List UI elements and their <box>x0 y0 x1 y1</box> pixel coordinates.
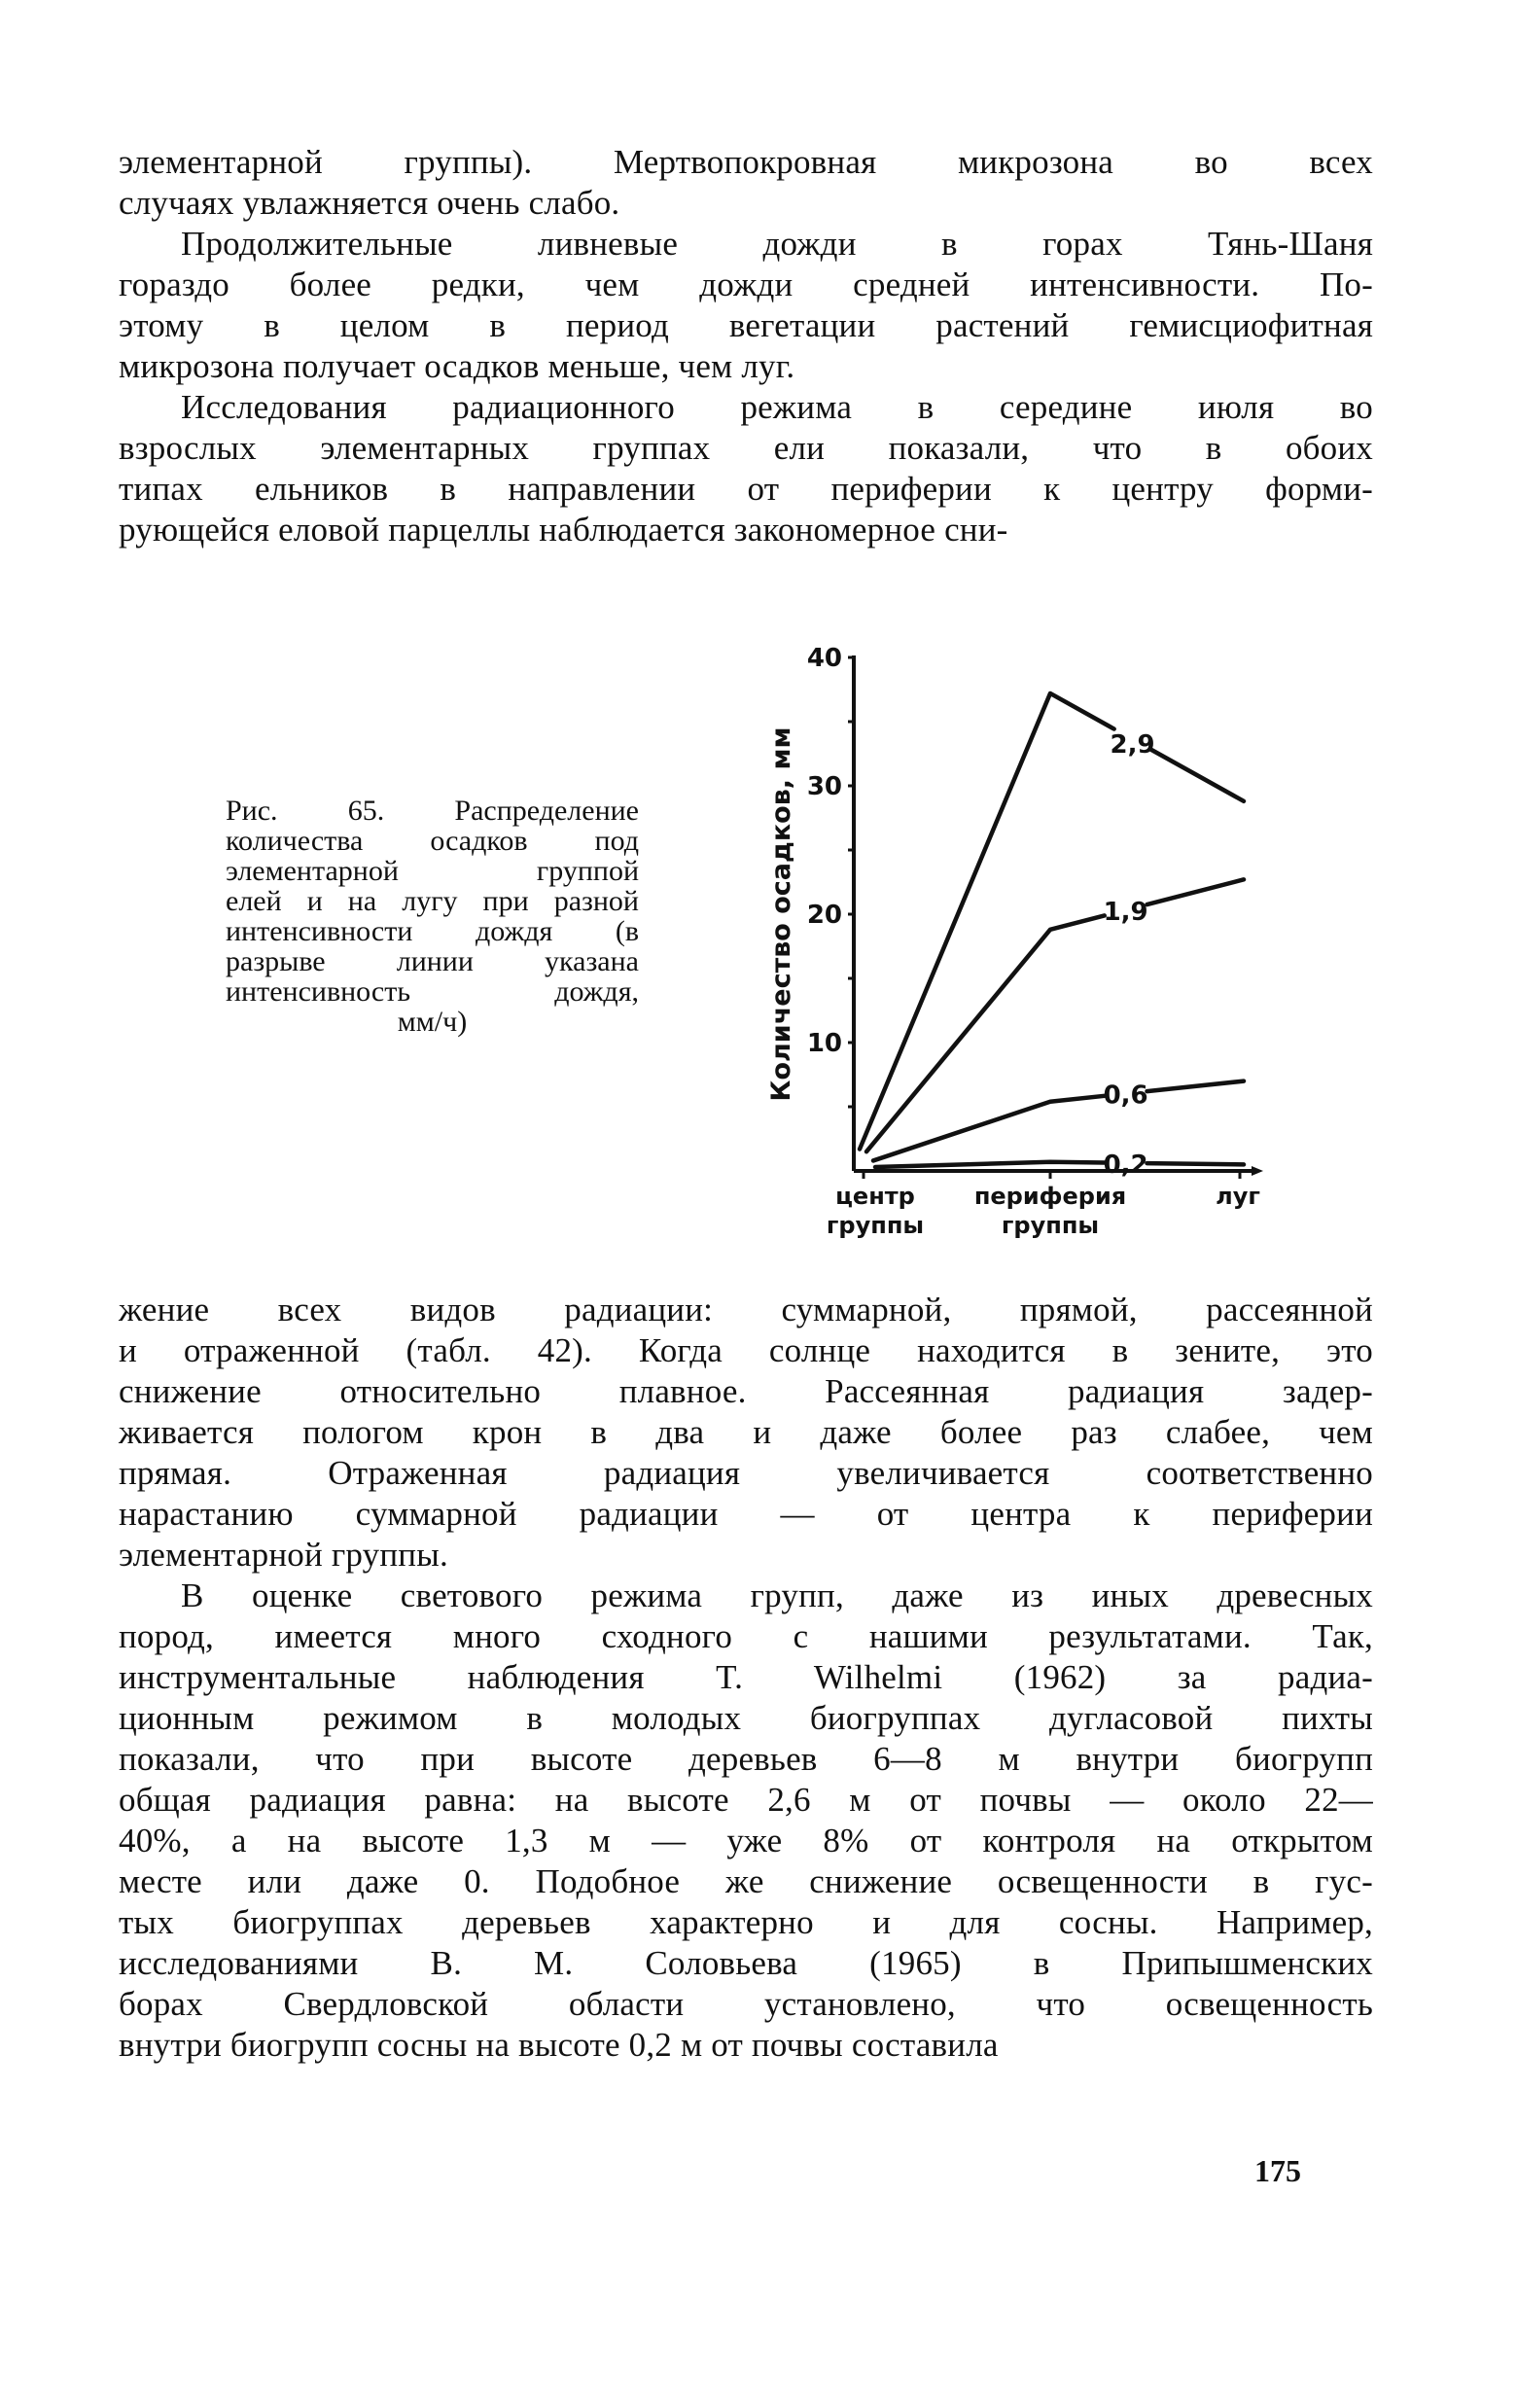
series-line-0-2-tail <box>1147 1163 1245 1164</box>
lower-paragraph-2-line: борах Свердловской области установлено, что освещенность <box>119 1985 1373 2023</box>
lower-paragraph-2-line: ционным режимом в молодых биогруппах дугласовой пихты <box>119 1699 1373 1737</box>
lower-paragraph-1-line: элементарной группы. <box>119 1536 448 1574</box>
upper-paragraph-2-line: гораздо более редки, чем дожди средней интенсивности. По- <box>119 266 1373 303</box>
caption-line: разрыве линии указана <box>226 945 639 977</box>
upper-paragraph-3-line: рующейся еловой парцеллы наблюдается закономерное сни- <box>119 511 1008 549</box>
lower-paragraph-2-line: общая радиация равна: на высоте 2,6 м от почвы — около 22— <box>119 1781 1373 1819</box>
y-tick-label: 10 <box>806 1029 842 1058</box>
y-axis-label: Количество осадков, мм <box>766 726 796 1102</box>
lower-paragraph-2-line: 40%, а на высоте 1,3 м — уже 8% от контроля на открытом <box>119 1822 1373 1859</box>
y-tick-label: 30 <box>806 772 842 801</box>
lower-paragraph-2-line: пород, имеется много сходного с нашими результатами. Так, <box>119 1617 1373 1655</box>
upper-paragraph-1-line: случаях увлажняется очень слабо. <box>119 184 620 222</box>
series-line-0-6-tail <box>1147 1081 1245 1092</box>
upper-paragraph-2-line: микрозона получает осадков меньше, чем луг. <box>119 347 795 385</box>
precipitation-chart <box>720 603 1303 1264</box>
caption-line: интенсивности дождя (в <box>226 915 639 947</box>
lower-paragraph-2-line: исследованиями В. М. Соловьева (1965) в Припышменских <box>119 1944 1373 1982</box>
series-label: 0,6 <box>1103 1080 1148 1111</box>
upper-paragraph-3-line: типах ельников в направлении от периферии к центру форми- <box>119 470 1373 508</box>
lower-paragraph-1-line: жение всех видов радиации: суммарной, прямой, рассеянной <box>119 1291 1373 1328</box>
x-tick-label: центр <box>835 1183 915 1210</box>
x-tick-label: луг <box>1216 1183 1260 1210</box>
series-label: 2,9 <box>1110 730 1155 761</box>
lower-paragraph-2-line: инструментальные наблюдения T. Wilhelmi (1962) за радиа- <box>119 1658 1373 1696</box>
lower-paragraph-2-line: внутри биогрупп сосны на высоте 0,2 м от почвы составила <box>119 2026 999 2064</box>
y-tick-label: 20 <box>806 901 842 930</box>
series-line-0-2 <box>875 1162 1105 1167</box>
series-label: 1,9 <box>1103 897 1148 927</box>
lower-paragraph-1-line: живается пологом крон в два и даже более раз слабее, чем <box>119 1413 1373 1451</box>
x-tick-label: группы <box>826 1212 925 1239</box>
series-line-1-9-tail <box>1147 879 1245 904</box>
caption-line: елей и на лугу при разной <box>226 885 639 917</box>
series-label: 0,2 <box>1103 1150 1148 1180</box>
caption-line: Рис. 65. Распределение <box>226 795 639 827</box>
x-tick-label: группы <box>1001 1212 1100 1239</box>
x-axis-arrow <box>1252 1166 1263 1176</box>
caption-line: количества осадков под <box>226 825 639 857</box>
caption-line: элементарной группой <box>226 855 639 887</box>
upper-paragraph-1-line: элементарной группы). Мертвопокровная микрозона во всех <box>119 143 1373 181</box>
series-line-2-9-tail <box>1150 750 1244 801</box>
page-number: 175 <box>1254 2153 1301 2188</box>
figure-caption <box>226 796 639 1037</box>
lower-paragraph-1-line: прямая. Отраженная радиация увеличивается соответственно <box>119 1454 1373 1492</box>
lower-paragraph-2-line: В оценке светового режима групп, даже из иных древесных <box>181 1576 1373 1614</box>
upper-paragraph-2-line: Продолжительные ливневые дожди в горах Тянь-Шаня <box>181 225 1373 263</box>
lower-paragraph-2-line: показали, что при высоте деревьев 6—8 м внутри биогрупп <box>119 1740 1373 1778</box>
upper-paragraph-2-line: этому в целом в период вегетации растений гемисциофитная <box>119 306 1373 344</box>
lower-paragraph-1-line: снижение относительно плавное. Рассеянная радиация задер- <box>119 1372 1373 1410</box>
upper-text-block <box>119 142 1373 550</box>
series-line-0-6 <box>873 1096 1105 1161</box>
upper-paragraph-3-line: взрослых элементарных группах ели показали, что в обоих <box>119 429 1373 467</box>
lower-text-block <box>119 1290 1373 2066</box>
lower-paragraph-2-line: тых биогруппах деревьев характерно и для сосны. Например, <box>119 1903 1373 1941</box>
upper-paragraph-3-line: Исследования радиационного режима в середине июля во <box>181 388 1373 426</box>
caption-line: мм/ч) <box>397 1006 468 1038</box>
caption-line: интенсивность дождя, <box>226 975 639 1008</box>
lower-paragraph-1-line: и отраженной (табл. 42). Когда солнце находится в зените, это <box>119 1331 1373 1369</box>
series-line-1-9 <box>866 915 1105 1151</box>
lower-paragraph-1-line: нарастанию суммарной радиации — от центра к периферии <box>119 1495 1373 1533</box>
lower-paragraph-2-line: месте или даже 0. Подобное же снижение освещенности в гус- <box>119 1862 1373 1900</box>
x-tick-label: периферия <box>973 1183 1127 1210</box>
y-tick-label: 40 <box>806 644 842 673</box>
